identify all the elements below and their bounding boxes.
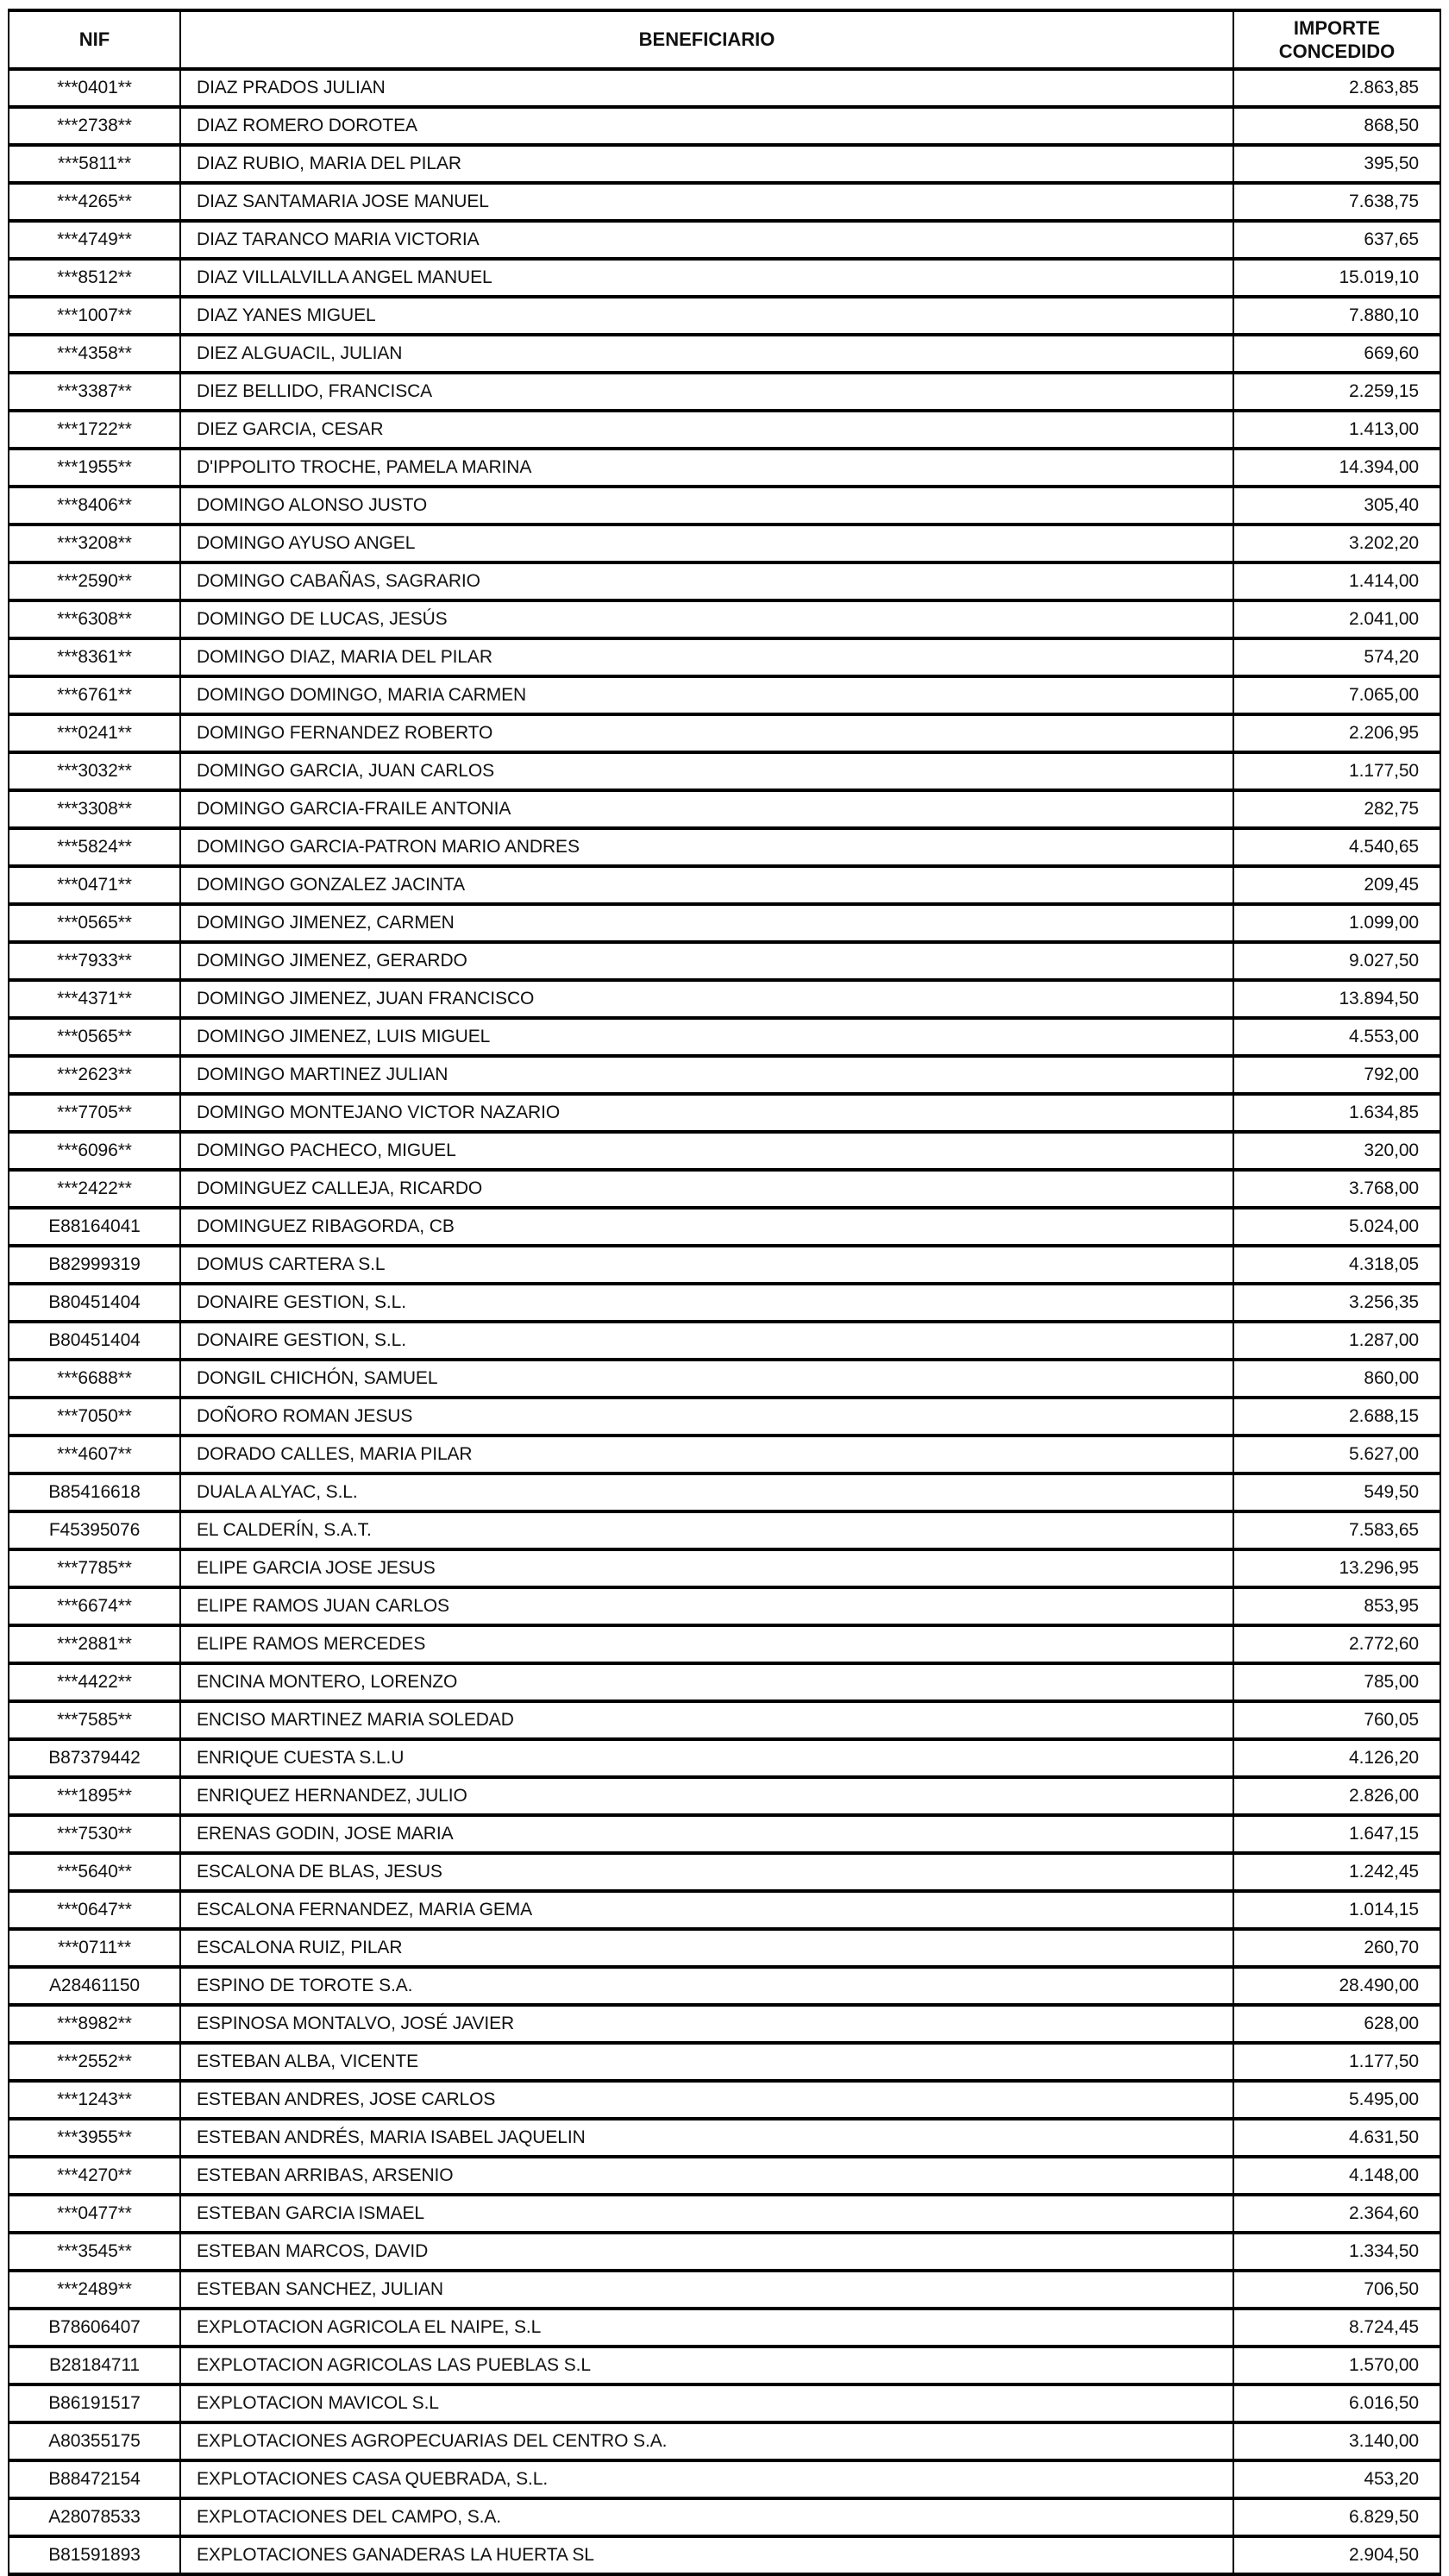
nif-cell: ***3387** — [9, 373, 180, 411]
beneficiario-cell: DONAIRE GESTION, S.L. — [180, 1322, 1233, 1360]
importe-cell: 3.140,00 — [1233, 2422, 1440, 2460]
nif-cell: A80355175 — [9, 2422, 180, 2460]
nif-cell: ***7530** — [9, 1815, 180, 1853]
beneficiario-cell: ESTEBAN ALBA, VICENTE — [180, 2043, 1233, 2081]
col-header-beneficiario: BENEFICIARIO — [180, 10, 1233, 69]
beneficiario-cell: DIAZ ROMERO DOROTEA — [180, 107, 1233, 145]
table-row — [9, 2536, 1440, 2574]
table-row — [9, 1360, 1440, 1398]
beneficiario-cell: DOÑORO ROMAN JESUS — [180, 1398, 1233, 1436]
nif-cell: ***7585** — [9, 1701, 180, 1739]
importe-cell: 7.638,75 — [1233, 183, 1440, 221]
table-row — [9, 866, 1440, 904]
beneficiario-cell: DOMINGO GONZALEZ JACINTA — [180, 866, 1233, 904]
table-row — [9, 1625, 1440, 1663]
nif-cell: ***0477** — [9, 2195, 180, 2233]
beneficiario-cell: ESCALONA FERNANDEZ, MARIA GEMA — [180, 1891, 1233, 1929]
beneficiario-cell: DOMINGUEZ CALLEJA, RICARDO — [180, 1170, 1233, 1208]
nif-cell: B78606407 — [9, 2309, 180, 2347]
importe-cell: 2.688,15 — [1233, 1398, 1440, 1436]
nif-cell: ***6308** — [9, 600, 180, 638]
table-row — [9, 1170, 1440, 1208]
beneficiaries-table — [8, 9, 1441, 2576]
table-row — [9, 676, 1440, 714]
importe-cell: 3.256,35 — [1233, 1284, 1440, 1322]
nif-cell: ***6761** — [9, 676, 180, 714]
table-row — [9, 1322, 1440, 1360]
table-row — [9, 2384, 1440, 2422]
importe-cell: 320,00 — [1233, 1132, 1440, 1170]
table-row — [9, 1853, 1440, 1891]
importe-cell: 760,05 — [1233, 1701, 1440, 1739]
importe-cell: 2.364,60 — [1233, 2195, 1440, 2233]
nif-cell: ***8512** — [9, 259, 180, 297]
importe-cell: 4.553,00 — [1233, 1018, 1440, 1056]
table-row — [9, 1284, 1440, 1322]
importe-cell: 209,45 — [1233, 866, 1440, 904]
importe-cell: 305,40 — [1233, 487, 1440, 525]
table-row — [9, 714, 1440, 752]
beneficiario-cell: DOMINGO JIMENEZ, GERARDO — [180, 942, 1233, 980]
nif-cell: ***4371** — [9, 980, 180, 1018]
table-row — [9, 1929, 1440, 1967]
beneficiario-cell: DOMINGO GARCIA-FRAILE ANTONIA — [180, 790, 1233, 828]
table-row — [9, 221, 1440, 259]
importe-cell: 4.318,05 — [1233, 1246, 1440, 1284]
nif-cell: ***4358** — [9, 335, 180, 373]
importe-cell: 9.027,50 — [1233, 942, 1440, 980]
beneficiario-cell: DOMINGO FERNANDEZ ROBERTO — [180, 714, 1233, 752]
importe-cell: 282,75 — [1233, 790, 1440, 828]
importe-cell: 7.065,00 — [1233, 676, 1440, 714]
table-row — [9, 2005, 1440, 2043]
importe-cell: 792,00 — [1233, 1056, 1440, 1094]
beneficiario-cell: ESTEBAN ANDRÉS, MARIA ISABEL JAQUELIN — [180, 2119, 1233, 2157]
nif-cell: ***3308** — [9, 790, 180, 828]
table-row — [9, 2119, 1440, 2157]
importe-cell: 2.206,95 — [1233, 714, 1440, 752]
nif-cell: ***3208** — [9, 525, 180, 562]
beneficiario-cell: EL CALDERÍN, S.A.T. — [180, 1511, 1233, 1549]
nif-cell: ***0647** — [9, 1891, 180, 1929]
nif-cell: ***0565** — [9, 1018, 180, 1056]
importe-cell: 4.631,50 — [1233, 2119, 1440, 2157]
nif-cell: B88472154 — [9, 2460, 180, 2498]
nif-cell: ***4422** — [9, 1663, 180, 1701]
importe-cell: 4.126,20 — [1233, 1739, 1440, 1777]
importe-cell: 15.019,10 — [1233, 259, 1440, 297]
table-row — [9, 69, 1440, 107]
importe-cell: 853,95 — [1233, 1587, 1440, 1625]
nif-cell: ***8982** — [9, 2005, 180, 2043]
table-row — [9, 2195, 1440, 2233]
table-row — [9, 1132, 1440, 1170]
beneficiario-cell: D'IPPOLITO TROCHE, PAMELA MARINA — [180, 449, 1233, 487]
importe-cell: 1.414,00 — [1233, 562, 1440, 600]
nif-cell: ***2489** — [9, 2271, 180, 2309]
beneficiario-cell: ESTEBAN MARCOS, DAVID — [180, 2233, 1233, 2271]
table-row — [9, 107, 1440, 145]
table-row — [9, 2498, 1440, 2536]
nif-cell: ***5824** — [9, 828, 180, 866]
table-row — [9, 1246, 1440, 1284]
beneficiario-cell: ELIPE RAMOS JUAN CARLOS — [180, 1587, 1233, 1625]
nif-cell: B87379442 — [9, 1739, 180, 1777]
table-row — [9, 2347, 1440, 2384]
beneficiario-cell: DOMINGO JIMENEZ, LUIS MIGUEL — [180, 1018, 1233, 1056]
nif-cell: ***7933** — [9, 942, 180, 980]
importe-cell: 2.772,60 — [1233, 1625, 1440, 1663]
nif-cell: ***4749** — [9, 221, 180, 259]
table-row — [9, 1018, 1440, 1056]
importe-cell: 5.024,00 — [1233, 1208, 1440, 1246]
nif-cell: ***2422** — [9, 1170, 180, 1208]
beneficiario-cell: DOMINGO JIMENEZ, JUAN FRANCISCO — [180, 980, 1233, 1018]
table-row — [9, 1056, 1440, 1094]
nif-cell: ***2738** — [9, 107, 180, 145]
beneficiario-cell: EXPLOTACIONES GANADERAS LA HUERTA SL — [180, 2536, 1233, 2574]
table-row — [9, 259, 1440, 297]
importe-cell: 13.894,50 — [1233, 980, 1440, 1018]
table-row — [9, 1777, 1440, 1815]
importe-cell: 1.099,00 — [1233, 904, 1440, 942]
importe-cell: 4.540,65 — [1233, 828, 1440, 866]
table-row — [9, 1473, 1440, 1511]
beneficiario-cell: EXPLOTACIONES AGROPECUARIAS DEL CENTRO S.A. — [180, 2422, 1233, 2460]
importe-cell: 868,50 — [1233, 107, 1440, 145]
beneficiario-cell: DOMINGO MONTEJANO VICTOR NAZARIO — [180, 1094, 1233, 1132]
table-row — [9, 1511, 1440, 1549]
nif-cell: ***0401** — [9, 69, 180, 107]
beneficiario-cell: DORADO CALLES, MARIA PILAR — [180, 1436, 1233, 1473]
beneficiario-cell: ESPINOSA MONTALVO, JOSÉ JAVIER — [180, 2005, 1233, 2043]
table-header — [9, 10, 1440, 69]
beneficiario-cell: ESTEBAN ANDRES, JOSE CARLOS — [180, 2081, 1233, 2119]
nif-cell: ***7050** — [9, 1398, 180, 1436]
nif-cell: B86191517 — [9, 2384, 180, 2422]
importe-cell: 1.014,15 — [1233, 1891, 1440, 1929]
importe-cell: 8.724,45 — [1233, 2309, 1440, 2347]
beneficiario-cell: ENCISO MARTINEZ MARIA SOLEDAD — [180, 1701, 1233, 1739]
importe-cell: 628,00 — [1233, 2005, 1440, 2043]
beneficiario-cell: EXPLOTACION MAVICOL S.L — [180, 2384, 1233, 2422]
beneficiario-cell: ESCALONA RUIZ, PILAR — [180, 1929, 1233, 1967]
table-row — [9, 1587, 1440, 1625]
table-row — [9, 1815, 1440, 1853]
beneficiario-cell: DIAZ TARANCO MARIA VICTORIA — [180, 221, 1233, 259]
importe-cell: 6.016,50 — [1233, 2384, 1440, 2422]
nif-cell: ***2552** — [9, 2043, 180, 2081]
importe-cell: 5.627,00 — [1233, 1436, 1440, 1473]
importe-cell: 1.634,85 — [1233, 1094, 1440, 1132]
beneficiario-cell: DIAZ RUBIO, MARIA DEL PILAR — [180, 145, 1233, 183]
col-header-nif: NIF — [9, 10, 180, 69]
beneficiario-cell: DONGIL CHICHÓN, SAMUEL — [180, 1360, 1233, 1398]
header-row — [9, 10, 1440, 69]
importe-cell: 2.863,85 — [1233, 69, 1440, 107]
nif-cell: ***3032** — [9, 752, 180, 790]
importe-cell: 1.287,00 — [1233, 1322, 1440, 1360]
beneficiario-cell: DIAZ PRADOS JULIAN — [180, 69, 1233, 107]
importe-cell: 706,50 — [1233, 2271, 1440, 2309]
beneficiario-cell: DIEZ BELLIDO, FRANCISCA — [180, 373, 1233, 411]
table-row — [9, 1094, 1440, 1132]
beneficiario-cell: DOMINGUEZ RIBAGORDA, CB — [180, 1208, 1233, 1246]
importe-cell: 13.296,95 — [1233, 1549, 1440, 1587]
table-body — [9, 69, 1440, 2574]
table-row — [9, 638, 1440, 676]
nif-cell: B82999319 — [9, 1246, 180, 1284]
table-row — [9, 2422, 1440, 2460]
beneficiario-cell: DIAZ SANTAMARIA JOSE MANUEL — [180, 183, 1233, 221]
importe-cell: 2.041,00 — [1233, 600, 1440, 638]
importe-cell: 1.413,00 — [1233, 411, 1440, 449]
table-row — [9, 1663, 1440, 1701]
nif-cell: ***2881** — [9, 1625, 180, 1663]
nif-cell: ***3955** — [9, 2119, 180, 2157]
beneficiario-cell: ENCINA MONTERO, LORENZO — [180, 1663, 1233, 1701]
table-row — [9, 145, 1440, 183]
beneficiario-cell: ESTEBAN SANCHEZ, JULIAN — [180, 2271, 1233, 2309]
beneficiario-cell: ESPINO DE TOROTE S.A. — [180, 1967, 1233, 2005]
nif-cell: ***1243** — [9, 2081, 180, 2119]
table-row — [9, 2309, 1440, 2347]
beneficiario-cell: ELIPE GARCIA JOSE JESUS — [180, 1549, 1233, 1587]
beneficiario-cell: ELIPE RAMOS MERCEDES — [180, 1625, 1233, 1663]
importe-cell: 7.880,10 — [1233, 297, 1440, 335]
importe-cell: 6.829,50 — [1233, 2498, 1440, 2536]
nif-cell: ***3545** — [9, 2233, 180, 2271]
importe-cell: 574,20 — [1233, 638, 1440, 676]
importe-cell: 2.259,15 — [1233, 373, 1440, 411]
table-row — [9, 2081, 1440, 2119]
nif-cell: ***4607** — [9, 1436, 180, 1473]
nif-cell: ***2590** — [9, 562, 180, 600]
nif-cell: F45395076 — [9, 1511, 180, 1549]
table-row — [9, 1208, 1440, 1246]
beneficiario-cell: DOMINGO PACHECO, MIGUEL — [180, 1132, 1233, 1170]
nif-cell: ***6674** — [9, 1587, 180, 1625]
beneficiario-cell: DONAIRE GESTION, S.L. — [180, 1284, 1233, 1322]
table-row — [9, 752, 1440, 790]
table-row — [9, 373, 1440, 411]
importe-cell: 1.177,50 — [1233, 2043, 1440, 2081]
beneficiario-cell: ESTEBAN GARCIA ISMAEL — [180, 2195, 1233, 2233]
importe-cell: 669,60 — [1233, 335, 1440, 373]
table-row — [9, 525, 1440, 562]
beneficiario-cell: ERENAS GODIN, JOSE MARIA — [180, 1815, 1233, 1853]
beneficiario-cell: EXPLOTACION AGRICOLA EL NAIPE, S.L — [180, 2309, 1233, 2347]
beneficiario-cell: DOMINGO CABAÑAS, SAGRARIO — [180, 562, 1233, 600]
nif-cell: ***8361** — [9, 638, 180, 676]
nif-cell: ***5640** — [9, 1853, 180, 1891]
beneficiario-cell: ESTEBAN ARRIBAS, ARSENIO — [180, 2157, 1233, 2195]
beneficiario-cell: DOMINGO GARCIA-PATRON MARIO ANDRES — [180, 828, 1233, 866]
nif-cell: A28461150 — [9, 1967, 180, 2005]
importe-cell: 785,00 — [1233, 1663, 1440, 1701]
beneficiario-cell: ENRIQUE CUESTA S.L.U — [180, 1739, 1233, 1777]
table-row — [9, 449, 1440, 487]
importe-cell: 1.647,15 — [1233, 1815, 1440, 1853]
importe-cell: 2.826,00 — [1233, 1777, 1440, 1815]
importe-cell: 1.242,45 — [1233, 1853, 1440, 1891]
nif-cell: ***6096** — [9, 1132, 180, 1170]
beneficiario-cell: DIEZ ALGUACIL, JULIAN — [180, 335, 1233, 373]
importe-cell: 637,65 — [1233, 221, 1440, 259]
importe-cell: 14.394,00 — [1233, 449, 1440, 487]
beneficiario-cell: DIEZ GARCIA, CESAR — [180, 411, 1233, 449]
nif-cell: ***4270** — [9, 2157, 180, 2195]
table-row — [9, 600, 1440, 638]
importe-cell: 2.904,50 — [1233, 2536, 1440, 2574]
table-row — [9, 828, 1440, 866]
nif-cell: A28078533 — [9, 2498, 180, 2536]
table-row — [9, 904, 1440, 942]
beneficiario-cell: DIAZ YANES MIGUEL — [180, 297, 1233, 335]
nif-cell: ***7705** — [9, 1094, 180, 1132]
beneficiario-cell: ESCALONA DE BLAS, JESUS — [180, 1853, 1233, 1891]
beneficiario-cell: DOMINGO ALONSO JUSTO — [180, 487, 1233, 525]
nif-cell: ***1722** — [9, 411, 180, 449]
beneficiario-cell: DOMINGO DIAZ, MARIA DEL PILAR — [180, 638, 1233, 676]
table-row — [9, 1549, 1440, 1587]
table-row — [9, 1701, 1440, 1739]
table-row — [9, 297, 1440, 335]
beneficiario-cell: EXPLOTACIONES DEL CAMPO, S.A. — [180, 2498, 1233, 2536]
nif-cell: ***0471** — [9, 866, 180, 904]
table-row — [9, 1891, 1440, 1929]
beneficiario-cell: DOMUS CARTERA S.L — [180, 1246, 1233, 1284]
beneficiario-cell: EXPLOTACION AGRICOLAS LAS PUEBLAS S.L — [180, 2347, 1233, 2384]
nif-cell: ***4265** — [9, 183, 180, 221]
table-row — [9, 335, 1440, 373]
table-row — [9, 980, 1440, 1018]
nif-cell: B85416618 — [9, 1473, 180, 1511]
table-row — [9, 562, 1440, 600]
table-row — [9, 2043, 1440, 2081]
nif-cell: E88164041 — [9, 1208, 180, 1246]
importe-cell: 395,50 — [1233, 145, 1440, 183]
nif-cell: ***1895** — [9, 1777, 180, 1815]
table-row — [9, 2157, 1440, 2195]
beneficiario-cell: DOMINGO MARTINEZ JULIAN — [180, 1056, 1233, 1094]
nif-cell: ***0711** — [9, 1929, 180, 1967]
table-row — [9, 1967, 1440, 2005]
nif-cell: ***0241** — [9, 714, 180, 752]
beneficiario-cell: DUALA ALYAC, S.L. — [180, 1473, 1233, 1511]
importe-cell: 4.148,00 — [1233, 2157, 1440, 2195]
importe-cell: 3.202,20 — [1233, 525, 1440, 562]
table-row — [9, 2460, 1440, 2498]
importe-cell: 5.495,00 — [1233, 2081, 1440, 2119]
beneficiario-cell: DOMINGO JIMENEZ, CARMEN — [180, 904, 1233, 942]
importe-cell: 3.768,00 — [1233, 1170, 1440, 1208]
importe-cell: 1.570,00 — [1233, 2347, 1440, 2384]
nif-cell: ***1007** — [9, 297, 180, 335]
nif-cell: ***0565** — [9, 904, 180, 942]
nif-cell: ***2623** — [9, 1056, 180, 1094]
nif-cell: ***7785** — [9, 1549, 180, 1587]
table-row — [9, 1436, 1440, 1473]
beneficiario-cell: ENRIQUEZ HERNANDEZ, JULIO — [180, 1777, 1233, 1815]
importe-cell: 28.490,00 — [1233, 1967, 1440, 2005]
importe-cell: 453,20 — [1233, 2460, 1440, 2498]
nif-cell: B80451404 — [9, 1322, 180, 1360]
importe-cell: 260,70 — [1233, 1929, 1440, 1967]
nif-cell: B80451404 — [9, 1284, 180, 1322]
table-row — [9, 183, 1440, 221]
nif-cell: ***5811** — [9, 145, 180, 183]
nif-cell: B81591893 — [9, 2536, 180, 2574]
table-row — [9, 411, 1440, 449]
beneficiario-cell: EXPLOTACIONES CASA QUEBRADA, S.L. — [180, 2460, 1233, 2498]
table-row — [9, 2233, 1440, 2271]
nif-cell: ***6688** — [9, 1360, 180, 1398]
importe-cell: 549,50 — [1233, 1473, 1440, 1511]
beneficiario-cell: DOMINGO DOMINGO, MARIA CARMEN — [180, 676, 1233, 714]
nif-cell: ***8406** — [9, 487, 180, 525]
beneficiario-cell: DOMINGO DE LUCAS, JESÚS — [180, 600, 1233, 638]
table-row — [9, 2271, 1440, 2309]
beneficiario-cell: DIAZ VILLALVILLA ANGEL MANUEL — [180, 259, 1233, 297]
beneficiario-cell: DOMINGO AYUSO ANGEL — [180, 525, 1233, 562]
table-row — [9, 942, 1440, 980]
table-row — [9, 487, 1440, 525]
nif-cell: B28184711 — [9, 2347, 180, 2384]
importe-cell: 7.583,65 — [1233, 1511, 1440, 1549]
importe-cell: 1.334,50 — [1233, 2233, 1440, 2271]
table-row — [9, 1739, 1440, 1777]
table-row — [9, 1398, 1440, 1436]
table-row — [9, 790, 1440, 828]
col-header-importe-concedido: IMPORTE CONCEDIDO — [1233, 10, 1440, 69]
importe-cell: 1.177,50 — [1233, 752, 1440, 790]
nif-cell: ***1955** — [9, 449, 180, 487]
importe-cell: 860,00 — [1233, 1360, 1440, 1398]
beneficiario-cell: DOMINGO GARCIA, JUAN CARLOS — [180, 752, 1233, 790]
